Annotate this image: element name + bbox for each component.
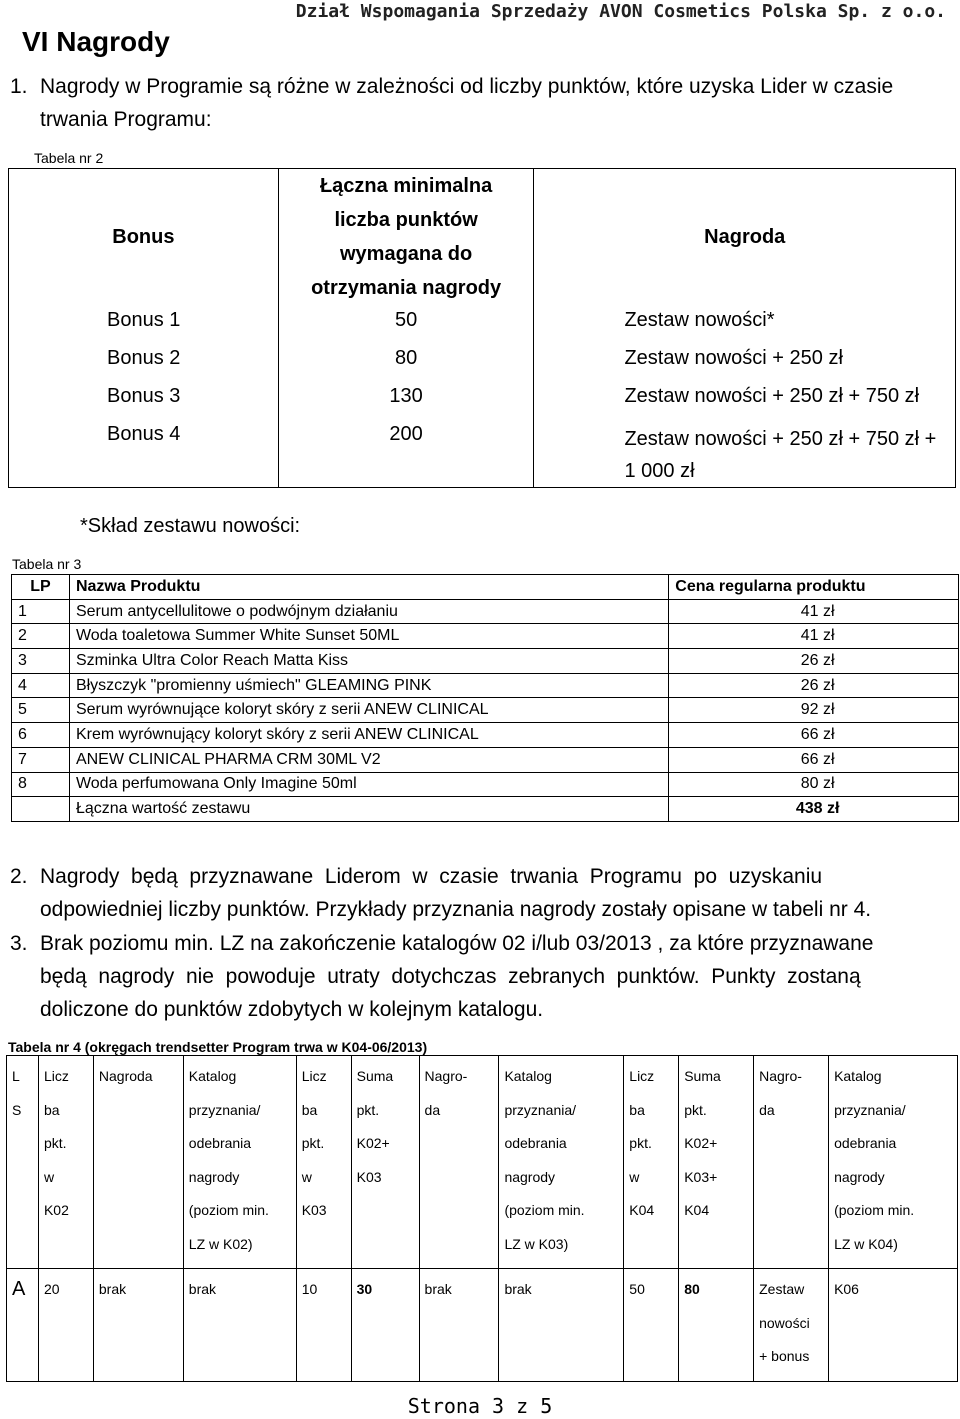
total-label: Łączna wartość zestawu	[69, 797, 668, 822]
header-line: przyznania/	[834, 1101, 906, 1118]
header-line: nagrody	[188, 1168, 240, 1185]
lp-cell: 2	[12, 624, 70, 649]
header-line: K02	[43, 1202, 69, 1218]
lp-cell: 1	[12, 599, 70, 624]
header-line: LZ w K04)	[834, 1235, 898, 1252]
product-name-cell: Woda perfumowana Only Imagine 50ml	[69, 772, 668, 797]
header-line: da	[424, 1101, 441, 1118]
header-sum-k02-k03	[351, 1056, 419, 1269]
header-line: Licz	[301, 1068, 327, 1084]
header-line: w	[43, 1168, 55, 1185]
header-line: Nagroda	[98, 1068, 153, 1084]
reward-cell: Zestaw nowości + 250 zł + 750 zł	[534, 381, 956, 419]
product-name-cell: Woda toaletowa Summer White Sunset 50ML	[69, 624, 668, 649]
cell-catalog-k02: brak	[183, 1269, 296, 1382]
table-4-caption: Tabela nr 4 (okręgach trendsetter Program trwa w K04-06/2013)	[8, 1039, 428, 1055]
header-sum-k02-k04	[679, 1056, 754, 1269]
header-line: odebrania	[834, 1135, 897, 1151]
table-row	[12, 624, 959, 649]
table-row	[9, 343, 956, 381]
table-row	[12, 772, 959, 797]
table-3-caption: Tabela nr 3	[12, 556, 82, 572]
cell-reward-3	[754, 1269, 829, 1382]
header-product-name: Nazwa Produktu	[69, 575, 668, 600]
header-points-line: otrzymania nagrody	[311, 277, 502, 299]
header-points-line: liczba punktów	[334, 209, 478, 231]
header-line: L	[12, 1068, 20, 1084]
price-cell: 41 zł	[669, 624, 959, 649]
header-catalog-k03	[499, 1056, 624, 1269]
price-cell: 80 zł	[669, 772, 959, 797]
header-line: Katalog	[834, 1068, 882, 1084]
table-row	[9, 419, 956, 488]
header-line: pkt.	[356, 1101, 380, 1118]
table-row	[12, 649, 959, 674]
bonus-cell: Bonus 1	[9, 305, 279, 343]
paragraph-3-number: 3.	[10, 932, 28, 955]
reward-cell: Zestaw nowości + 250 zł	[534, 343, 956, 381]
cell-line: Zestaw	[759, 1281, 805, 1297]
header-points-k02	[38, 1056, 93, 1269]
lp-cell: 3	[12, 649, 70, 674]
header-line: pkt.	[684, 1101, 707, 1118]
points-cell: 50	[278, 305, 534, 343]
table-row	[9, 381, 956, 419]
header-points-k04	[624, 1056, 679, 1269]
paragraph-3-line-1: Brak poziomu min. LZ na zakończenie katalogów 02 i/lub 03/2013 , za które przyznawane	[40, 932, 874, 955]
header-line: odebrania	[504, 1135, 567, 1151]
reward-cell: Zestaw nowości + 250 zł + 750 zł + 1 000 zł	[534, 419, 956, 488]
set-composition-note: *Skład zestawu nowości:	[80, 515, 301, 537]
points-cell: 80	[278, 343, 534, 381]
header-points-line: wymagana do	[339, 243, 473, 265]
lp-cell: 8	[12, 772, 70, 797]
header-line: da	[759, 1101, 775, 1118]
header-bonus: Bonus	[9, 169, 279, 306]
product-name-cell: Błyszczyk "promienny uśmiech" GLEAMING PINK	[69, 673, 668, 698]
cell-points-k02: 20	[38, 1269, 93, 1382]
header-line: ba	[629, 1101, 645, 1118]
cell-sum-k02-k03: 30	[351, 1269, 419, 1382]
header-price: Cena regularna produktu	[669, 575, 959, 600]
price-cell: 26 zł	[669, 673, 959, 698]
bonus-cell: Bonus 3	[9, 381, 279, 419]
header-line: w	[629, 1168, 640, 1185]
lp-cell-empty	[12, 797, 70, 822]
header-line: LZ w K02)	[188, 1235, 253, 1252]
header-line: (poziom min.	[188, 1202, 269, 1218]
paragraph-1-line-2: trwania Programu:	[40, 108, 212, 131]
price-cell: 66 zł	[669, 723, 959, 748]
lp-cell: 6	[12, 723, 70, 748]
header-reward-2	[419, 1056, 499, 1269]
header-line: K04	[684, 1202, 710, 1218]
cell-reward-2: brak	[419, 1269, 499, 1382]
header-line: Suma	[684, 1068, 721, 1084]
header-catalog-k04	[829, 1056, 958, 1269]
bonus-table	[8, 168, 956, 488]
bonus-cell: Bonus 4	[9, 419, 279, 488]
price-cell: 92 zł	[669, 698, 959, 723]
paragraph-2-number: 2.	[10, 865, 28, 888]
table-row	[7, 1269, 958, 1382]
header-line: pkt.	[629, 1135, 652, 1151]
header-line: pkt.	[301, 1135, 325, 1151]
reward-cell: Zestaw nowości*	[534, 305, 956, 343]
header-reward-1	[93, 1056, 183, 1269]
header-lp: LP	[12, 575, 70, 600]
cell-line: + bonus	[759, 1348, 810, 1364]
product-name-cell: ANEW CLINICAL PHARMA CRM 30ML V2	[69, 747, 668, 772]
header-line: K04	[629, 1202, 655, 1218]
header-line: ba	[301, 1101, 318, 1118]
table-row	[12, 599, 959, 624]
lp-cell: 4	[12, 673, 70, 698]
points-cell: 130	[278, 381, 534, 419]
bonus-table-header	[9, 169, 956, 306]
header-line: nagrody	[504, 1168, 556, 1185]
total-value: 438 zł	[669, 797, 959, 822]
cell-points-k04: 50	[624, 1269, 679, 1382]
cell-sum-k02-k04: 80	[679, 1269, 754, 1382]
page-number: Strona 3 z 5	[407, 1394, 553, 1418]
cell-catalog-k04: K06	[829, 1269, 958, 1382]
header-line: Katalog	[188, 1068, 237, 1084]
header-line: K02+	[684, 1135, 718, 1151]
total-row	[12, 797, 959, 822]
product-name-cell: Serum antycellulitowe o podwójnym działaniu	[69, 599, 668, 624]
header-reward-3	[754, 1056, 829, 1269]
table-2-caption: Tabela nr 2	[34, 150, 104, 166]
header-line: ba	[43, 1101, 60, 1118]
header-points-k03	[296, 1056, 351, 1269]
header-line: odebrania	[188, 1135, 252, 1151]
header-line: w	[301, 1168, 312, 1185]
example-rewards-table	[6, 1055, 958, 1382]
product-name-cell: Serum wyrównujące koloryt skóry z serii ANEW CLINICAL	[69, 698, 668, 723]
bonus-cell: Bonus 2	[9, 343, 279, 381]
header-line: (poziom min.	[504, 1202, 585, 1218]
paragraph-1-number: 1.	[10, 75, 28, 98]
header-points-line: Łączna minimalna	[319, 175, 493, 197]
cell-ls: A	[7, 1269, 39, 1382]
header-line: K02+	[356, 1135, 390, 1151]
price-cell: 26 zł	[669, 649, 959, 674]
table-row	[12, 747, 959, 772]
paragraph-3-line-3: doliczone do punktów zdobytych w kolejnym katalogu.	[40, 998, 544, 1021]
header-line: Licz	[43, 1068, 69, 1084]
lp-cell: 5	[12, 698, 70, 723]
header-line: K03	[356, 1168, 382, 1185]
header-points	[278, 169, 534, 306]
header-line: (poziom min.	[834, 1202, 915, 1218]
cell-line: nowości	[759, 1314, 810, 1331]
lp-cell: 7	[12, 747, 70, 772]
header-line: nagrody	[834, 1168, 885, 1185]
header-line: K03	[301, 1202, 327, 1218]
paragraph-2-line-1: Nagrody będą przyznawane Liderom w czasie trwania Programu po uzyskaniu	[40, 865, 823, 888]
cell-catalog-k03: brak	[499, 1269, 624, 1382]
header-line: przyznania/	[504, 1101, 577, 1118]
company-header: Dział Wspomagania Sprzedaży AVON Cosmetics Polska Sp. z o.o.	[295, 1, 946, 22]
price-cell: 66 zł	[669, 747, 959, 772]
header-line: LZ w K03)	[504, 1235, 569, 1252]
header-line: Nagro-	[424, 1068, 468, 1084]
table-row	[9, 305, 956, 343]
products-table	[11, 574, 959, 822]
header-line: Katalog	[504, 1068, 552, 1084]
header-ls	[7, 1056, 39, 1269]
header-line: Suma	[356, 1068, 394, 1084]
header-catalog-k02	[183, 1056, 296, 1269]
header-line: Licz	[629, 1068, 655, 1084]
paragraph-1-line-1: Nagrody w Programie są różne w zależności od liczby punktów, które uzyska Lider w czasie	[40, 75, 894, 98]
header-line: K03+	[684, 1168, 718, 1185]
table-row	[12, 723, 959, 748]
points-cell: 200	[278, 419, 534, 488]
paragraph-3-line-2: będą nagrody nie powoduje utraty dotychczas zebranych punktów. Punkty zostaną	[40, 965, 861, 988]
header-reward: Nagroda	[534, 169, 956, 306]
product-name-cell: Szminka Ultra Color Reach Matta Kiss	[69, 649, 668, 674]
paragraph-2-line-2: odpowiedniej liczby punktów. Przykłady przyznania nagrody zostały opisane w tabeli nr 4.	[40, 898, 872, 921]
header-line: przyznania/	[188, 1101, 261, 1118]
product-name-cell: Krem wyrównujący koloryt skóry z serii ANEW CLINICAL	[69, 723, 668, 748]
cell-reward-1: brak	[93, 1269, 183, 1382]
table-row	[12, 673, 959, 698]
price-cell: 41 zł	[669, 599, 959, 624]
header-line: Nagro-	[759, 1068, 802, 1084]
cell-points-k03: 10	[296, 1269, 351, 1382]
header-line: pkt.	[43, 1135, 67, 1151]
header-line: S	[12, 1101, 22, 1118]
section-title: VI Nagrody	[22, 26, 170, 57]
products-table-header	[12, 575, 959, 600]
table-4-header	[7, 1056, 958, 1269]
table-row	[12, 698, 959, 723]
